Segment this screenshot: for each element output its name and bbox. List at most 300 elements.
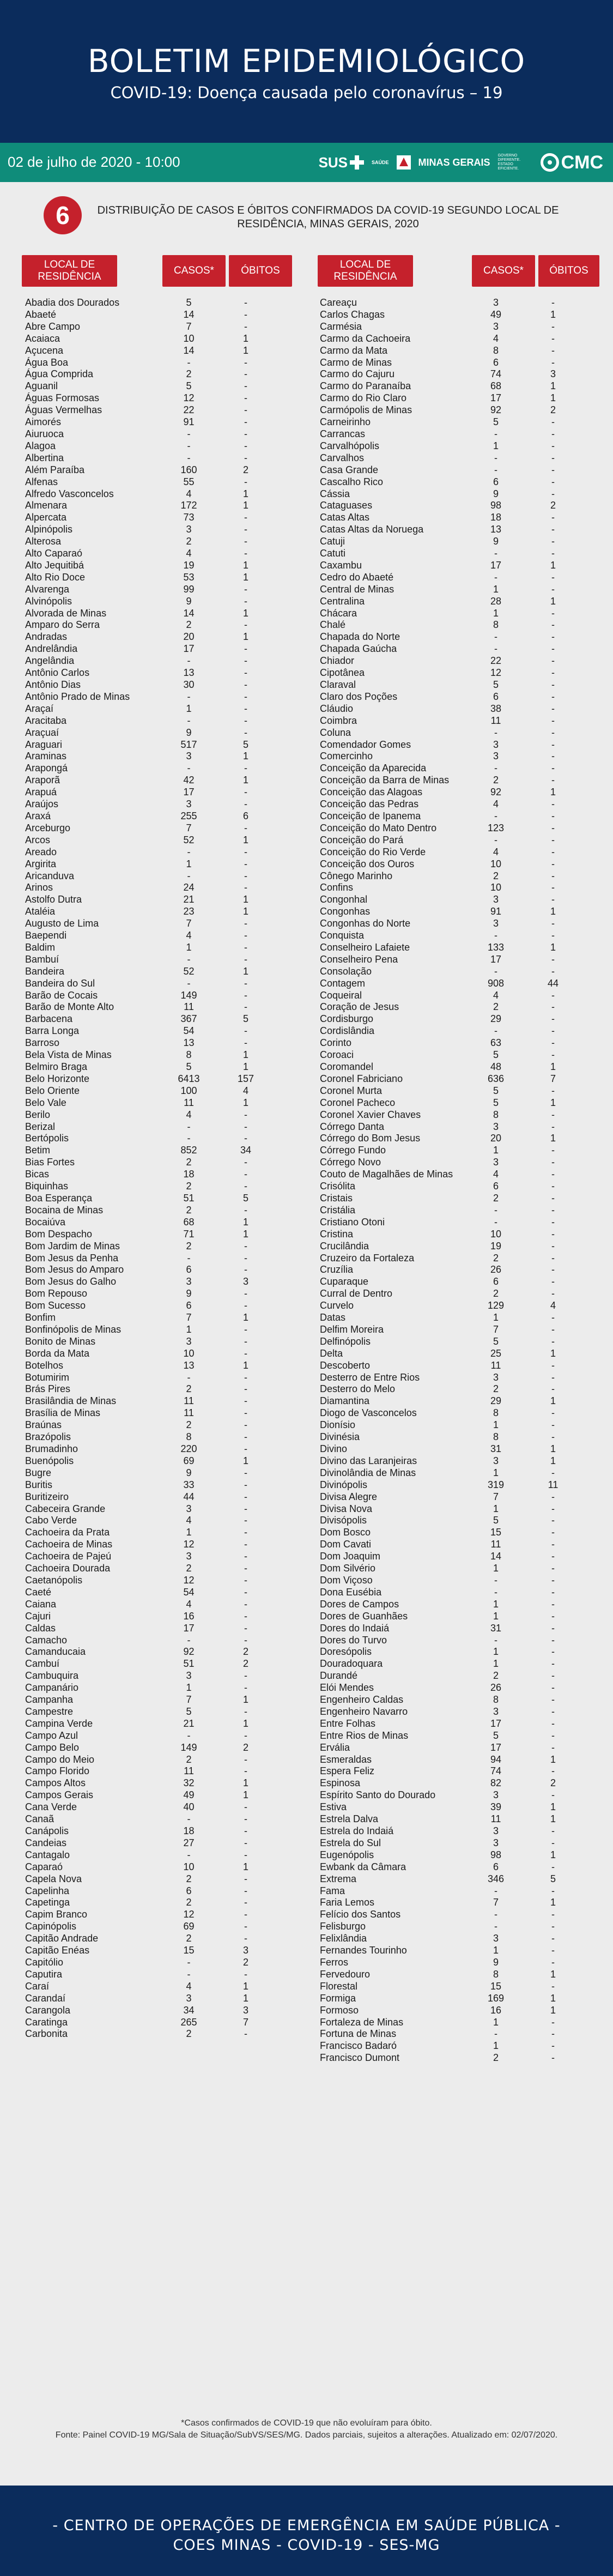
- cases-value: 3: [186, 751, 192, 762]
- deaths-value: -: [551, 571, 555, 583]
- municipality-name: Bonfinópolis de Minas: [25, 1323, 122, 1335]
- cases-value: 11: [490, 1359, 501, 1371]
- deaths-value: -: [551, 691, 555, 702]
- municipality-name: Alpercata: [25, 512, 67, 523]
- deaths-value: -: [244, 1682, 247, 1694]
- deaths-value: -: [551, 1634, 555, 1646]
- cases-value: 2: [493, 1288, 499, 1299]
- table-row: [25, 380, 322, 392]
- deaths-value: -: [244, 1527, 247, 1538]
- municipality-name: Botelhos: [25, 1359, 64, 1371]
- table-row: [320, 1825, 613, 1837]
- table-row: [320, 763, 613, 775]
- deaths-value: -: [551, 1157, 555, 1168]
- deaths-value: 1: [242, 631, 248, 643]
- municipality-name: Capim Branco: [25, 1909, 88, 1920]
- cases-value: -: [494, 1574, 497, 1586]
- deaths-value: -: [244, 392, 247, 404]
- municipality-name: Canápolis: [25, 1825, 69, 1836]
- municipality-name: Congonhas do Norte: [320, 918, 411, 929]
- deaths-value: 1: [242, 1992, 248, 2004]
- municipality-name: Delta: [320, 1347, 343, 1359]
- sus-logo-text: SUS: [318, 154, 348, 171]
- date-bar: [0, 143, 613, 182]
- table-row: [320, 1551, 613, 1563]
- cases-value: 94: [490, 1753, 502, 1765]
- cases-value: -: [187, 428, 191, 439]
- cases-value: 123: [487, 822, 505, 833]
- deaths-value: 157: [237, 1073, 254, 1084]
- deaths-value: -: [551, 619, 555, 631]
- table-row: [320, 1097, 613, 1109]
- table-row: [25, 1658, 322, 1670]
- deaths-value: 1: [550, 1801, 556, 1813]
- deaths-value: -: [244, 1873, 247, 1884]
- deaths-value: -: [244, 1574, 247, 1586]
- municipality-name: Arapongá: [25, 763, 68, 774]
- table-row: [25, 1563, 322, 1575]
- cases-value: 4: [493, 846, 499, 857]
- municipality-name: Alto Jequitibá: [25, 559, 84, 571]
- table-row: [320, 811, 613, 823]
- municipality-name: Conceição das Alagoas: [320, 787, 423, 798]
- deaths-value: -: [244, 679, 247, 690]
- cases-value: 3: [493, 918, 499, 929]
- cases-value: -: [187, 763, 191, 774]
- municipality-name: Águas Vermelhas: [25, 404, 102, 416]
- footnote-source: Fonte: Painel COVID-19 MG/Sala de Situação/SubVS/SES/MG. Dados parciais, sujeitos a alterações. Atualizado em: 02/07/2020.: [55, 2430, 558, 2440]
- municipality-name: Baependi: [25, 930, 67, 941]
- deaths-value: 2: [242, 464, 248, 475]
- municipality-name: Claraval: [320, 679, 356, 690]
- cases-value: 69: [183, 1455, 195, 1466]
- table-row: [25, 703, 322, 715]
- table-row: [25, 476, 322, 488]
- municipality-name: Caiana: [25, 1598, 57, 1610]
- municipality-name: Estrela do Indaiá: [320, 1825, 394, 1836]
- cases-value: -: [494, 1921, 497, 1932]
- municipality-name: Cabo Verde: [25, 1515, 77, 1526]
- table-row: [25, 1682, 322, 1694]
- cases-value: 1: [186, 941, 192, 953]
- deaths-value: -: [551, 607, 555, 619]
- table-row: [25, 368, 322, 380]
- table-row: [320, 1587, 613, 1599]
- cases-value: -: [494, 810, 497, 821]
- municipality-name: Araguari: [25, 739, 63, 750]
- table-row: [25, 1587, 322, 1599]
- cases-value: 3: [186, 1670, 192, 1682]
- deaths-value: -: [244, 643, 247, 655]
- municipality-name: Berilo: [25, 1109, 51, 1120]
- table-row: [25, 1706, 322, 1718]
- cases-value: 11: [490, 1813, 501, 1825]
- municipality-name: Comendador Gomes: [320, 739, 411, 750]
- table-row: [25, 1133, 322, 1145]
- table-row: [25, 751, 322, 763]
- municipality-name: Buritis: [25, 1479, 53, 1490]
- deaths-value: -: [551, 1670, 555, 1682]
- deaths-value: 1: [242, 751, 248, 762]
- table-row: [25, 1001, 322, 1013]
- deaths-value: -: [244, 1252, 247, 1263]
- deaths-value: 1: [550, 1455, 556, 1466]
- cases-value: 20: [490, 1133, 502, 1144]
- municipality-name: Capelinha: [25, 1885, 70, 1896]
- deaths-value: -: [244, 1121, 247, 1132]
- table-row: [320, 619, 613, 631]
- table-row: [25, 488, 322, 500]
- table-row: [25, 1431, 322, 1443]
- deaths-value: -: [244, 2028, 247, 2040]
- table-row: [320, 416, 613, 428]
- cases-value: 3: [493, 1157, 499, 1168]
- deaths-value: -: [551, 930, 555, 941]
- municipality-name: Cássia: [320, 488, 350, 499]
- municipality-name: Desterro de Entre Rios: [320, 1371, 420, 1383]
- table-row: [25, 954, 322, 966]
- table-row: [320, 751, 613, 763]
- cases-value: 4: [186, 1109, 192, 1120]
- cases-value: 1: [493, 1467, 499, 1478]
- deaths-value: 2: [550, 500, 556, 511]
- municipality-name: Andrelândia: [25, 643, 78, 655]
- municipality-name: Dom Cavati: [320, 1539, 372, 1550]
- table-row: [25, 1264, 322, 1276]
- table-row: [25, 560, 322, 572]
- deaths-value: -: [551, 1610, 555, 1622]
- right-header-local: LOCAL DE RESIDÊNCIA: [318, 255, 413, 287]
- municipality-name: Catuti: [320, 548, 346, 559]
- cases-value: 99: [183, 583, 195, 595]
- municipality-name: Amparo do Serra: [25, 619, 100, 631]
- cases-value: 17: [490, 1718, 502, 1729]
- municipality-name: Coronel Pacheco: [320, 1097, 396, 1108]
- table-row: [25, 1551, 322, 1563]
- deaths-value: 3: [242, 1945, 248, 1956]
- deaths-value: -: [244, 1503, 247, 1514]
- table-row: [25, 1789, 322, 1801]
- table-row: [320, 500, 613, 512]
- table-row: [25, 1957, 322, 1969]
- municipality-name: Barão de Monte Alto: [25, 1001, 114, 1013]
- municipality-name: Cristais: [320, 1192, 353, 1204]
- table-row: [320, 1324, 613, 1336]
- left-header-casos: CASOS*: [162, 255, 226, 287]
- deaths-value: -: [244, 1801, 247, 1813]
- table-row: [25, 1253, 322, 1265]
- cases-value: 51: [183, 1658, 195, 1670]
- municipality-name: Camanducaia: [25, 1646, 86, 1658]
- cases-value: 8: [493, 1968, 499, 1980]
- deaths-value: -: [551, 1383, 555, 1395]
- cases-value: 17: [183, 643, 195, 655]
- deaths-value: -: [551, 2028, 555, 2040]
- table-row: [25, 309, 322, 321]
- deaths-value: 1: [242, 1980, 248, 1992]
- municipality-name: Coimbra: [320, 715, 357, 726]
- deaths-value: -: [244, 1551, 247, 1562]
- table-row: [25, 1073, 322, 1085]
- municipality-name: Comercinho: [320, 751, 373, 762]
- cases-value: -: [494, 631, 497, 643]
- cases-value: 22: [183, 404, 195, 416]
- cases-value: 1: [493, 607, 499, 619]
- table-row: [320, 1157, 613, 1169]
- municipality-name: Bandeira do Sul: [25, 977, 95, 989]
- cases-value: 33: [183, 1479, 195, 1490]
- cases-value: 29: [490, 1013, 502, 1025]
- table-row: [25, 1921, 322, 1933]
- table-row: [25, 823, 322, 835]
- table-row: [25, 1181, 322, 1193]
- deaths-value: 3: [242, 1276, 248, 1287]
- deaths-value: -: [551, 1586, 555, 1598]
- cases-value: 9: [186, 1467, 192, 1478]
- cases-value: 4: [186, 930, 192, 941]
- cases-value: 517: [180, 739, 197, 750]
- municipality-name: Catas Altas da Noruega: [320, 524, 424, 535]
- municipality-name: Divino das Laranjeiras: [320, 1455, 417, 1466]
- municipality-name: Campestre: [25, 1706, 74, 1717]
- cases-value: 8: [493, 1407, 499, 1419]
- municipality-name: Bambuí: [25, 953, 59, 965]
- municipality-name: Carmo do Paranaíba: [320, 380, 411, 392]
- cases-value: 1: [186, 1527, 192, 1538]
- table-row: [25, 1837, 322, 1849]
- municipality-name: Campo do Meio: [25, 1753, 95, 1765]
- table-row: [320, 894, 613, 906]
- municipality-name: Carmo da Cachoeira: [320, 332, 411, 344]
- municipality-name: Eugenópolis: [320, 1849, 374, 1860]
- deaths-value: -: [551, 583, 555, 595]
- cases-value: -: [494, 2028, 497, 2040]
- municipality-name: Caraí: [25, 1980, 50, 1992]
- municipality-name: Boa Esperança: [25, 1192, 93, 1204]
- municipality-name: Carandaí: [25, 1992, 66, 2004]
- cases-value: 3: [493, 739, 499, 750]
- cases-value: 1: [186, 858, 192, 869]
- municipality-name: Cônego Marinho: [320, 870, 393, 881]
- table-row: [320, 1025, 613, 1037]
- cases-value: -: [494, 428, 497, 439]
- municipality-name: Fernandes Tourinho: [320, 1945, 407, 1956]
- municipality-name: Cachoeira da Prata: [25, 1527, 110, 1538]
- deaths-value: -: [551, 1181, 555, 1192]
- cases-value: 31: [490, 1443, 502, 1454]
- deaths-value: -: [244, 977, 247, 989]
- cases-value: 7: [186, 918, 192, 929]
- table-row: [25, 440, 322, 452]
- municipality-name: Congonhal: [320, 894, 368, 905]
- cases-value: 12: [183, 1539, 195, 1550]
- deaths-value: -: [551, 1933, 555, 1944]
- cases-value: 2: [186, 1204, 192, 1216]
- table-row: [25, 1157, 322, 1169]
- cases-value: 220: [180, 1443, 197, 1454]
- municipality-name: Campanário: [25, 1682, 79, 1694]
- municipality-name: Araújos: [25, 799, 59, 810]
- cases-value: 39: [490, 1801, 502, 1813]
- cases-value: 31: [490, 1622, 502, 1634]
- deaths-value: -: [551, 1909, 555, 1920]
- cases-value: 6: [186, 1885, 192, 1896]
- cases-value: 54: [183, 1586, 195, 1598]
- cases-value: 26: [490, 1264, 502, 1275]
- deaths-value: -: [551, 1694, 555, 1706]
- deaths-value: 3: [550, 368, 556, 380]
- cases-value: 2: [186, 1419, 192, 1431]
- deaths-value: -: [551, 822, 555, 833]
- municipality-name: Cataguases: [320, 500, 373, 511]
- municipality-name: Careaçu: [320, 297, 357, 308]
- deaths-value: -: [551, 763, 555, 774]
- cases-value: 55: [183, 476, 195, 487]
- cases-value: -: [187, 452, 191, 463]
- cases-value: 5: [186, 297, 192, 308]
- cases-value: 9: [493, 1956, 499, 1968]
- deaths-value: 2: [242, 1658, 248, 1670]
- deaths-value: 2: [242, 1741, 248, 1753]
- deaths-value: -: [244, 1897, 247, 1908]
- table-row: [25, 1718, 322, 1730]
- deaths-value: -: [244, 1025, 247, 1037]
- section-heading: [0, 182, 613, 243]
- cases-value: 7: [186, 1312, 192, 1323]
- deaths-value: -: [551, 1192, 555, 1204]
- municipality-name: Caparaó: [25, 1861, 63, 1872]
- table-row: [25, 1312, 322, 1324]
- table-row: [320, 1217, 613, 1229]
- table-row: [25, 1348, 322, 1360]
- cases-value: 3: [186, 1551, 192, 1562]
- cases-value: 13: [183, 1359, 195, 1371]
- municipality-name: Ewbank da Câmara: [320, 1861, 406, 1872]
- table-row: [320, 1611, 613, 1623]
- municipality-name: Cuparaque: [320, 1276, 369, 1287]
- cases-value: 2: [186, 1383, 192, 1395]
- deaths-value: -: [244, 667, 247, 679]
- deaths-value: -: [244, 1670, 247, 1682]
- deaths-value: -: [244, 1610, 247, 1622]
- municipality-name: Arceburgo: [25, 822, 71, 833]
- municipality-name: Biquinhas: [25, 1181, 69, 1192]
- table-row: [25, 1777, 322, 1789]
- deaths-value: -: [551, 344, 555, 356]
- deaths-value: -: [551, 894, 555, 905]
- table-row: [320, 715, 613, 727]
- cases-value: 11: [184, 1001, 194, 1013]
- municipality-name: Dores de Campos: [320, 1598, 399, 1610]
- deaths-value: 1: [550, 1849, 556, 1860]
- table-row: [320, 1229, 613, 1241]
- deaths-value: -: [244, 1825, 247, 1836]
- table-row: [25, 942, 322, 954]
- footer-line-1: - CENTRO DE OPERAÇÕES DE EMERGÊNCIA EM SAÚDE PÚBLICA -: [52, 2517, 561, 2534]
- table-row: [25, 1491, 322, 1503]
- cases-value: -: [187, 1252, 191, 1263]
- cases-value: 6: [493, 356, 499, 368]
- table-row: [25, 739, 322, 751]
- table-row: [320, 1300, 613, 1312]
- mg-flag-icon: [397, 155, 411, 170]
- municipality-name: Belo Vale: [25, 1097, 66, 1108]
- municipality-name: Carmo da Mata: [320, 344, 388, 356]
- deaths-value: 1: [242, 500, 248, 511]
- municipality-name: Cruzeiro da Fortaleza: [320, 1252, 415, 1263]
- municipality-name: Campanha: [25, 1694, 74, 1706]
- cases-value: 92: [490, 787, 502, 798]
- municipality-name: Capinópolis: [25, 1921, 77, 1932]
- cases-value: 92: [183, 1646, 195, 1658]
- right-header-obitos: ÓBITOS: [538, 255, 599, 287]
- table-row: [25, 1455, 322, 1467]
- table-row: [320, 2017, 613, 2029]
- cases-value: 16: [490, 2004, 502, 2016]
- cases-value: 3: [186, 1992, 192, 2004]
- cases-value: -: [187, 1634, 191, 1646]
- cases-value: 21: [183, 1718, 195, 1729]
- cases-value: 15: [183, 1945, 195, 1956]
- table-row: [320, 1181, 613, 1193]
- table-row: [320, 1718, 613, 1730]
- deaths-value: 11: [548, 1479, 559, 1490]
- cases-value: 255: [180, 810, 197, 821]
- municipality-name: Açucena: [25, 344, 64, 356]
- deaths-value: -: [244, 368, 247, 380]
- table-row: [25, 1383, 322, 1395]
- deaths-value: -: [551, 297, 555, 308]
- table-row: [320, 1241, 613, 1253]
- municipality-name: Arapuá: [25, 787, 57, 798]
- municipality-name: Couto de Magalhães de Minas: [320, 1169, 453, 1180]
- deaths-value: -: [244, 1001, 247, 1013]
- cases-value: 49: [490, 309, 502, 320]
- deaths-value: -: [244, 428, 247, 439]
- cases-value: 1: [186, 703, 192, 714]
- deaths-value: -: [551, 1467, 555, 1478]
- deaths-value: -: [551, 679, 555, 690]
- deaths-value: -: [244, 1371, 247, 1383]
- cases-value: 51: [183, 1192, 195, 1204]
- municipality-name: Berizal: [25, 1121, 56, 1132]
- deaths-value: 1: [242, 1777, 248, 1789]
- cases-value: 172: [180, 500, 197, 511]
- municipality-name: Brazópolis: [25, 1431, 71, 1443]
- deaths-value: -: [551, 1861, 555, 1872]
- deaths-value: -: [551, 416, 555, 428]
- table-row: [25, 775, 322, 787]
- cases-value: 18: [183, 1169, 195, 1180]
- cases-value: -: [494, 1909, 497, 1920]
- municipality-name: Dores de Guanhães: [320, 1610, 408, 1622]
- municipality-name: Belmiro Braga: [25, 1061, 88, 1072]
- cases-value: -: [187, 440, 191, 451]
- cases-value: 5: [493, 679, 499, 690]
- table-row: [25, 787, 322, 799]
- municipality-name: Coronel Xavier Chaves: [320, 1109, 421, 1120]
- municipality-name: Córrego Novo: [320, 1157, 381, 1168]
- municipality-name: Bom Repouso: [25, 1288, 88, 1299]
- municipality-name: Antônio Prado de Minas: [25, 691, 130, 702]
- municipality-name: Aiuruoca: [25, 428, 64, 439]
- deaths-value: -: [551, 631, 555, 643]
- deaths-value: 1: [242, 1312, 248, 1323]
- municipality-name: Dionísio: [320, 1419, 356, 1431]
- table-row: [320, 368, 613, 380]
- table-row: [25, 1575, 322, 1587]
- cases-value: 4: [186, 488, 192, 499]
